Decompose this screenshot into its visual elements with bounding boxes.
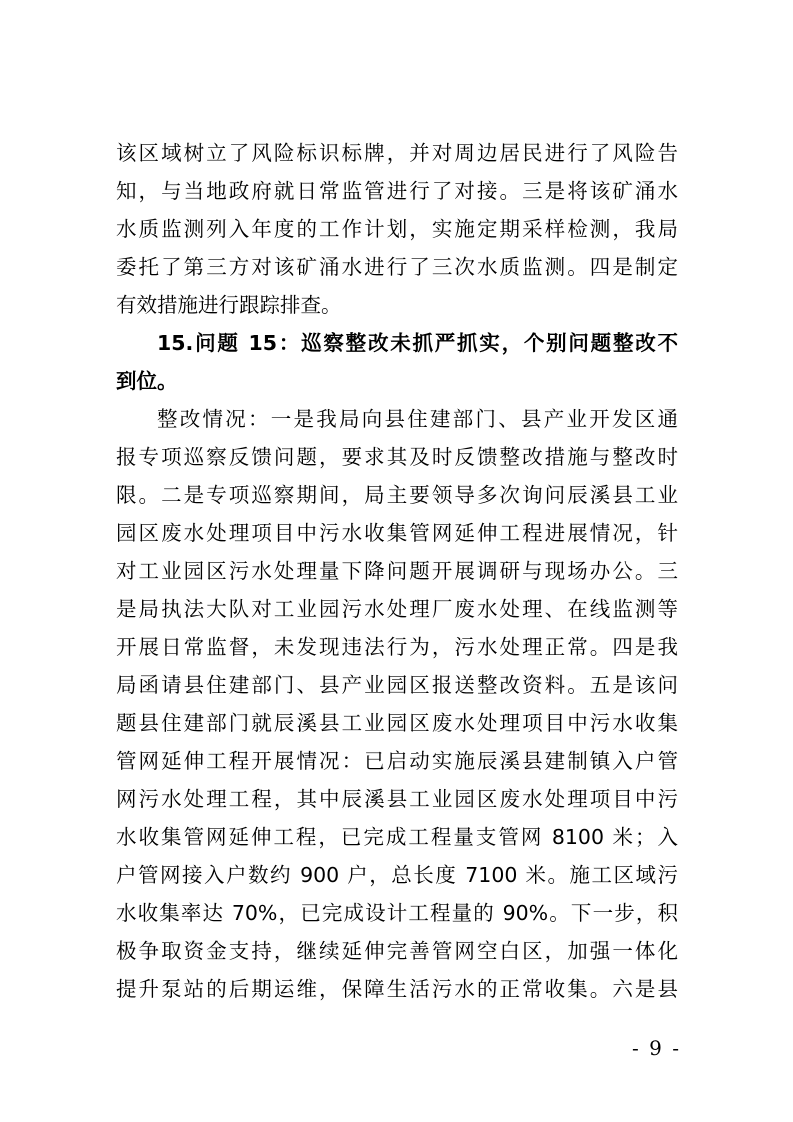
text-line: 对工业园区污水处理量下降问题开展调研与现场办公。三 (116, 559, 678, 583)
text-line: 知，与当地政府就日常监管进行了对接。三是将该矿涌水 (116, 179, 678, 203)
text-line: 整改情况：一是我局向县住建部门、县产业开发区通 (157, 407, 678, 431)
text-line: 题县住建部门就辰溪县工业园区废水处理项目中污水收集 (116, 711, 678, 735)
text-line: 水收集率达 70%，已完成设计工程量的 90%。下一步，积 (116, 901, 678, 925)
text-line: 园区废水处理项目中污水收集管网延伸工程进展情况，针 (116, 521, 678, 545)
text-line: 是局执法大队对工业园污水处理厂废水处理、在线监测等 (116, 597, 678, 621)
page-number: - 9 - (632, 1036, 681, 1060)
text-line: 限。二是专项巡察期间，局主要领导多次询问辰溪县工业 (116, 483, 678, 507)
text-line: 管网延伸工程开展情况：已启动实施辰溪县建制镇入户管 (116, 749, 678, 773)
text-line: 提升泵站的后期运维，保障生活污水的正常收集。六是县 (116, 977, 678, 1001)
section-heading: 到位。 (116, 369, 178, 393)
text-line: 委托了第三方对该矿涌水进行了三次水质监测。四是制定 (116, 255, 678, 279)
text-line: 报专项巡察反馈问题，要求其及时反馈整改措施与整改时 (116, 445, 678, 469)
text-line: 户管网接入户数约 900 户，总长度 7100 米。施工区域污 (116, 863, 678, 887)
text-line: 水质监测列入年度的工作计划，实施定期采样检测，我局 (116, 217, 678, 241)
document-body (116, 134, 678, 1008)
text-line: 局函请县住建部门、县产业园区报送整改资料。五是该问 (116, 673, 678, 697)
text-line: 该区域树立了风险标识标牌，并对周边居民进行了风险告 (116, 141, 678, 165)
text-line: 水收集管网延伸工程，已完成工程量支管网 8100 米；入 (116, 825, 678, 849)
section-heading: 15.问题 15：巡察整改未抓严抓实，个别问题整改不 (157, 331, 678, 355)
text-line: 网污水处理工程，其中辰溪县工业园区废水处理项目中污 (116, 787, 678, 811)
text-line: 极争取资金支持，继续延伸完善管网空白区，加强一体化 (116, 939, 678, 963)
text-line: 有效措施进行跟踪排查。 (116, 293, 342, 317)
text-line: 开展日常监督，未发现违法行为，污水处理正常。四是我 (116, 635, 678, 659)
